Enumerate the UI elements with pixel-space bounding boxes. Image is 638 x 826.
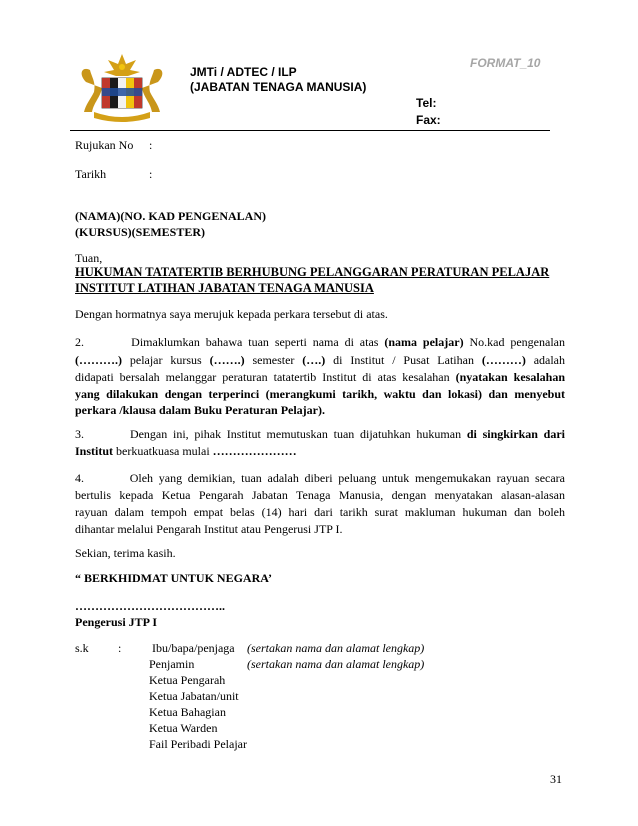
coat-of-arms-logo	[72, 52, 172, 124]
cc-item: Ketua Pengarah	[149, 673, 226, 687]
paragraph-4-line-2: bertulis kepada Ketua Pengarah Jabatan Tenaga Manusia, dengan menyatakan alasan-alasan	[75, 488, 565, 502]
reference-label: Rujukan No	[75, 138, 134, 152]
paragraph-2-line-5: perkara /klausa dalam Buku Peraturan Pelajar).	[75, 403, 326, 417]
recipient-line-2: (KURSUS)(SEMESTER)	[75, 225, 206, 239]
cc-label: s.k	[75, 641, 89, 655]
paragraph-1: Dengan hormatnya saya merujuk kepada perkara tersebut di atas.	[75, 307, 388, 321]
cc-item: Fail Peribadi Pelajar	[149, 737, 247, 751]
paragraph-3-line-1: 3. Dengan ini, pihak Institut memutuskan tuan dijatuhkan hukuman di singkirkan dari	[75, 427, 566, 441]
date-label: Tarikh	[75, 167, 107, 181]
paragraph-2-line-4: yang dilakukan dengan terperinci (merangkumi tarikh, waktu dan lokasi) dan menyebut	[75, 387, 565, 401]
paragraph-4-line-4: dihantar melalui Pengarah Institut atau Pengerusi JTP I.	[75, 522, 343, 536]
cc-item: Ketua Bahagian	[149, 705, 226, 719]
cc-item: Penjamin	[149, 657, 195, 671]
paragraph-4-line-3: rayuan dalam tempoh empat belas (14) hari dari tarikh surat makluman hukuman dan boleh	[75, 505, 565, 519]
cc-item-note: (sertakan nama dan alamat lengkap)	[247, 641, 425, 655]
cc-item: Ibu/bapa/penjaga	[152, 641, 235, 655]
cc-item: Ketua Jabatan/unit	[149, 689, 239, 703]
paragraph-2-line-2: (……….) pelajar kursus (…….) semester (….) di Institut / Pusat Latihan (………) adalah	[75, 353, 566, 367]
fax-label: Fax:	[416, 113, 441, 127]
subject-line-1: HUKUMAN TATATERTIB BERHUBUNG PELANGGARAN PERATURAN PELAJAR	[75, 265, 550, 279]
cc-colon: :	[118, 641, 122, 655]
paragraph-2-line-1: 2. Dimaklumkan bahawa tuan seperti nama di atas (nama pelajar) No.kad pengenalan	[75, 335, 565, 349]
signature-line: ………………………………..	[75, 599, 225, 613]
format-label: FORMAT_10	[470, 56, 541, 70]
paragraph-4-line-1: 4. Oleh yang demikian, tuan adalah diberi peluang untuk mengemukakan rayuan secara	[75, 471, 566, 485]
reference-colon: :	[149, 138, 153, 152]
page-number: 31	[550, 772, 562, 786]
org-name: JMTi / ADTEC / ILP	[190, 65, 297, 79]
date-colon: :	[149, 167, 153, 181]
closing: Sekian, terima kasih.	[75, 546, 176, 560]
cc-item: Ketua Warden	[149, 721, 218, 735]
salutation: Tuan,	[75, 251, 103, 265]
tel-label: Tel:	[416, 96, 437, 110]
paragraph-2-line-3: didapati bersalah melanggar peraturan tatatertib Institut di atas kesalahan (nyatakan kesalahan	[75, 370, 565, 384]
motto: “ BERKHIDMAT UNTUK NEGARA’	[75, 571, 273, 585]
cc-item-note: (sertakan nama dan alamat lengkap)	[247, 657, 425, 671]
org-department: (JABATAN TENAGA MANUSIA)	[190, 80, 367, 94]
recipient-line-1: (NAMA)(NO. KAD PENGENALAN)	[75, 209, 266, 223]
signatory-title: Pengerusi JTP I	[75, 615, 158, 629]
paragraph-3-line-2: Institut berkuatkuasa mulai …………………	[75, 444, 297, 458]
header-divider	[70, 130, 550, 131]
subject-line-2: INSTITUT LATIHAN JABATAN TENAGA MANUSIA	[75, 281, 374, 295]
